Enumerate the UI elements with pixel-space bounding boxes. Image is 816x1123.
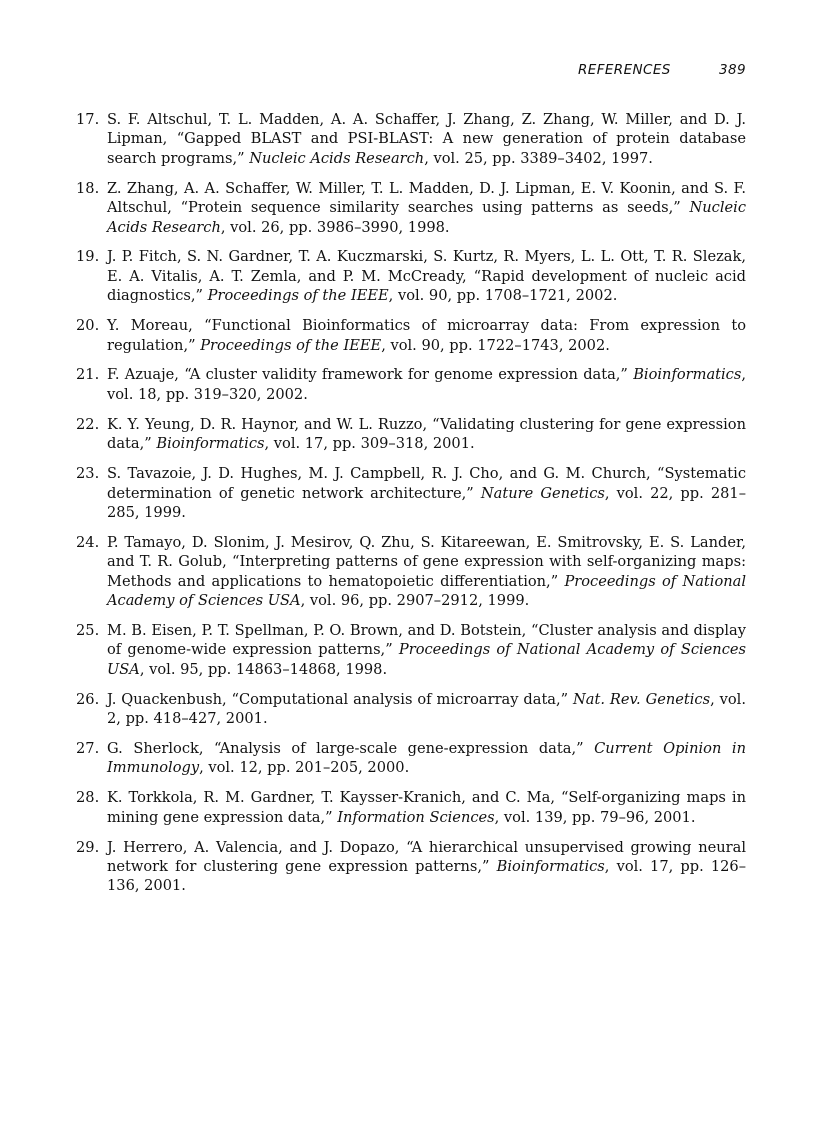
reference-authors-title: G. Sherlock, “Analysis of large-scale gene-expression data,”: [107, 739, 595, 757]
reference-authors-title: P. Tamayo, D. Slonim, J. Mesirov, Q. Zhu, S. Kitareewan, E. Smitrovsky, E. S. Lander, and T. R. Golub, “Interpreting patterns of gene expression with self-organizing maps: Methods and applications to hematopoietic differentiation,”: [107, 533, 746, 590]
running-header: [578, 62, 746, 78]
reference-details: , vol. 26, pp. 3986–3990, 1998.: [220, 218, 450, 236]
reference-authors-title: J. Herrero, A. Valencia, and J. Dopazo, “A hierarchical unsupervised growing neural network for clustering gene expression patterns,”: [107, 838, 746, 875]
reference-number: 26.: [76, 690, 100, 708]
reference-list: [76, 110, 746, 906]
reference-details: , vol. 17, pp. 309–318, 2001.: [264, 435, 475, 453]
reference-journal: Current Opinion in Immunology: [107, 739, 746, 777]
reference-authors-title: K. Torkkola, R. M. Gardner, T. Kaysser-Kranich, and C. Ma, “Self-organizing maps in mining gene expression data,”: [107, 789, 746, 826]
reference-journal: Bioinformatics: [633, 366, 742, 384]
reference-journal: Bioinformatics: [496, 858, 605, 875]
reference-details: , vol. 22, pp. 281–285, 1999.: [107, 484, 746, 521]
reference-details: , vol. 18, pp. 319–320, 2002.: [107, 366, 746, 403]
reference-authors-title: F. Azuaje, “A cluster validity framework for genome expression data,”: [107, 366, 634, 384]
reference-number: 18.: [76, 179, 100, 197]
reference-number: 27.: [76, 739, 100, 757]
reference-number: 22.: [76, 415, 100, 433]
reference-number: 25.: [76, 621, 100, 639]
reference-number: 20.: [76, 317, 100, 335]
reference-details: , vol. 95, pp. 14863–14868, 1998.: [139, 660, 388, 678]
reference-authors-title: S. F. Altschul, T. L. Madden, A. A. Schaffer, J. Zhang, Z. Zhang, W. Miller, and D. J. Lipman, “Gapped BLAST and PSI-BLAST: A new generation of protein database search programs,”: [107, 111, 746, 167]
reference-item: [76, 621, 746, 679]
reference-text: [107, 838, 746, 896]
reference-details: , vol. 25, pp. 3389–3402, 1997.: [424, 149, 653, 167]
reference-text: [107, 621, 746, 679]
reference-journal: Bioinformatics: [156, 435, 265, 453]
reference-journal: Nucleic Acids Research: [107, 199, 746, 236]
reference-authors-title: M. B. Eisen, P. T. Spellman, P. O. Brown, and D. Botstein, “Cluster analysis and display of genome-wide expression patterns,”: [107, 621, 746, 659]
reference-journal: Nature Genetics: [480, 484, 605, 502]
reference-authors-title: S. Tavazoie, J. D. Hughes, M. J. Campbell, R. J. Cho, and G. M. Church, “Systematic determination of genetic network architecture,”: [107, 465, 746, 502]
reference-number: 28.: [76, 789, 100, 807]
reference-details: , vol. 2, pp. 418–427, 2001.: [107, 690, 746, 728]
reference-text: [107, 739, 746, 778]
page-number: 389: [719, 62, 746, 78]
reference-text: [107, 247, 746, 305]
reference-item: [76, 788, 746, 827]
reference-authors-title: Y. Moreau, “Functional Bioinformatics of microarray data: From expression to regulation,”: [107, 317, 746, 354]
reference-details: , vol. 90, pp. 1708–1721, 2002.: [388, 287, 618, 305]
reference-item: [76, 415, 746, 454]
reference-text: [107, 533, 746, 611]
reference-details: , vol. 96, pp. 2907–2912, 1999.: [300, 592, 530, 610]
reference-text: [107, 415, 746, 454]
reference-journal: Proceedings of the IEEE: [200, 336, 382, 354]
running-header-title: REFERENCES: [578, 62, 671, 78]
reference-text: [107, 365, 746, 404]
reference-journal: Proceedings of National Academy of Sciences USA: [107, 572, 746, 610]
reference-number: 17.: [76, 111, 100, 128]
reference-item: [76, 739, 746, 778]
reference-text: [107, 464, 746, 522]
reference-item: [76, 690, 746, 729]
reference-item: [76, 365, 746, 404]
reference-text: [107, 316, 746, 355]
reference-text: [107, 788, 746, 827]
reference-authors-title: K. Y. Yeung, D. R. Haynor, and W. L. Ruzzo, “Validating clustering for gene expression data,”: [107, 415, 746, 453]
reference-item: [76, 316, 746, 355]
reference-journal: Proceedings of National Academy of Sciences USA: [107, 641, 747, 678]
reference-journal: Proceedings of the IEEE: [207, 287, 389, 305]
reference-text: [107, 690, 746, 729]
reference-details: , vol. 90, pp. 1722–1743, 2002.: [381, 336, 610, 354]
reference-item: [76, 179, 746, 237]
reference-number: 19.: [76, 248, 100, 266]
reference-details: , vol. 139, pp. 79–96, 2001.: [494, 808, 696, 826]
reference-text: [107, 179, 746, 237]
reference-details: , vol. 17, pp. 126–136, 2001.: [107, 858, 746, 895]
reference-details: , vol. 12, pp. 201–205, 2000.: [199, 759, 410, 777]
reference-journal: Nat. Rev. Genetics: [573, 690, 711, 708]
reference-journal: Information Sciences: [337, 808, 495, 826]
reference-item: [76, 838, 746, 896]
reference-item: [76, 247, 746, 305]
reference-authors-title: J. P. Fitch, S. N. Gardner, T. A. Kuczmarski, S. Kurtz, R. Myers, L. L. Ott, T. R. Slezak, E. A. Vitalis, A. T. Zemla, and P. M. McCready, “Rapid development of nucleic acid diagnostics,”: [107, 248, 746, 305]
reference-number: 21.: [76, 366, 100, 384]
reference-item: [76, 533, 746, 611]
reference-number: 23.: [76, 465, 100, 483]
reference-text: [107, 110, 746, 168]
reference-number: 24.: [76, 533, 100, 551]
reference-authors-title: J. Quackenbush, “Computational analysis of microarray data,”: [107, 690, 574, 708]
reference-journal: Nucleic Acids Research: [249, 149, 425, 167]
reference-item: [76, 110, 746, 168]
reference-item: [76, 464, 746, 522]
reference-number: 29.: [76, 838, 100, 856]
reference-authors-title: Z. Zhang, A. A. Schaffer, W. Miller, T. L. Madden, D. J. Lipman, E. V. Koonin, and S. F. Altschul, “Protein sequence similarity searches using patterns as seeds,”: [107, 179, 746, 217]
